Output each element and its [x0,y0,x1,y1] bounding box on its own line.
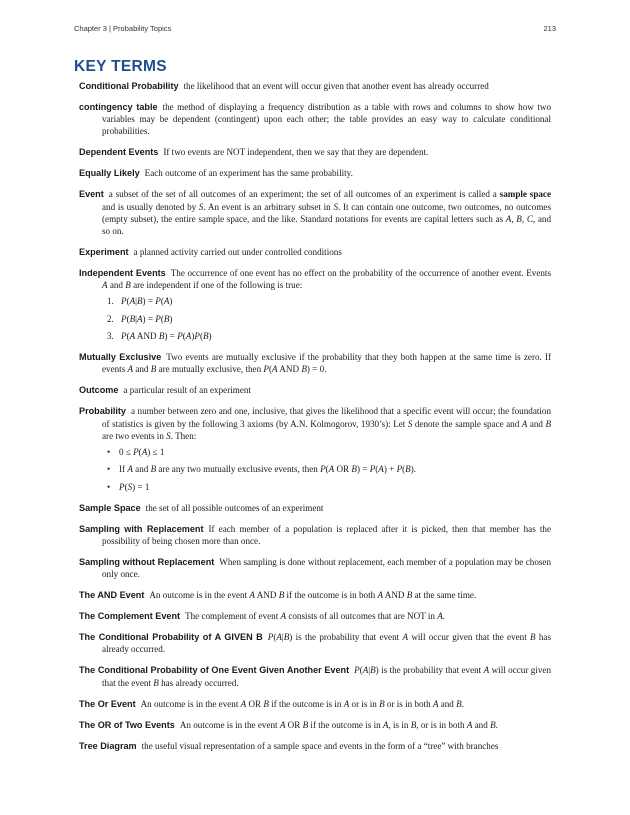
list-marker: • [107,481,111,492]
term-name: Outcome [79,385,119,396]
glossary-entry [79,664,551,688]
term-definition: the likelihood that an event will occur given that another event has already occurred [183,81,489,91]
running-header [74,24,556,33]
glossary-entry [79,146,551,158]
glossary-entry [79,80,551,92]
term-definition: a planned activity carried out under controlled conditions [133,247,342,258]
glossary-entry [79,167,551,179]
list-marker: 2. [107,313,114,324]
glossary-entry [79,523,551,547]
term-name: Sample Space [79,502,141,513]
glossary-entry [79,740,551,752]
glossary-entry [79,267,551,342]
glossary-entry [79,188,551,237]
numbered-list [102,295,551,342]
term-name: Sampling with Replacement [79,523,204,534]
page-number: 213 [543,24,556,33]
glossary-entry [79,405,551,493]
list-item-text: 0 ≤ P(A) ≤ 1 [119,447,165,458]
term-definition: An outcome is in the event A OR B if the outcome is in A, is in B, or is in both A and B. [179,719,498,730]
list-item [107,313,551,325]
key-terms-list [79,80,551,761]
term-definition: the method of displaying a frequency distribution as a table with rows and columns to show how two variables may be dependent (contingent) upon each other; the table provides an easy way to calculate conditional probabilities. [102,102,551,137]
glossary-entry [79,698,551,710]
term-name: Sampling without Replacement [79,557,215,567]
term-name: Mutually Exclusive [79,352,162,363]
term-definition: P(A|B) is the probability that event A will occur given that the event B has already occurred. [102,665,551,688]
term-name: The OR of Two Events [79,719,175,730]
term-definition: An outcome is in the event A OR B if the outcome is in A or is in B or is in both A and B. [140,698,464,709]
term-name: Tree Diagram [79,740,137,751]
glossary-entry [79,384,551,396]
glossary-entry [79,246,551,258]
glossary-entry [79,556,551,580]
term-definition: Each outcome of an experiment has the same probability. [144,168,353,179]
term-name: The Complement Event [79,611,181,622]
term-definition: a subset of the set of all outcomes of an experiment; the set of all outcomes of an experiment is called a sample space and is usually denoted by S. An event is an arbitrary subset in S. It can contain one outcome, two outcomes, no outcomes (empty subset), the entire sample space, and the like. Standard notations for events are capital letters such as A, B, C, and so on. [102,189,551,237]
term-definition: If two events are NOT independent, then we say that they are dependent. [163,147,429,158]
term-name: The Conditional Probability of One Event Given Another Event [79,665,350,676]
glossary-entry [79,502,551,514]
term-definition: the set of all possible outcomes of an experiment [145,502,324,513]
term-definition: a number between zero and one, inclusive, that gives the likelihood that a specific event will occur; the foundation of statistics is given by the following 3 axioms (by A.N. Kolmogorov, 1930’s): Let S denote the sample space and A and B are two events in S. Then: [102,406,552,441]
term-definition: a particular result of an experiment [123,385,251,396]
term-definition: If each member of a population is replaced after it is picked, then that member has the possibility of being chosen more than once. [102,523,551,546]
list-marker: • [107,447,111,458]
bullet-list [102,446,551,493]
term-definition: The complement of event A consists of all outcomes that are NOT in A. [185,611,446,622]
term-definition: Two events are mutually exclusive if the probability that they both happen at the same time is zero. If events A and B are mutually exclusive, then P(A AND B) = 0. [102,352,552,375]
term-definition: the useful visual representation of a sample space and events in the form of a “tree” with branches [141,740,499,751]
glossary-entry [79,610,551,622]
term-name: Independent Events [79,268,166,279]
list-item [107,295,551,307]
list-marker: 3. [107,331,114,342]
glossary-entry [79,351,551,375]
glossary-entry [79,631,551,655]
list-marker: • [107,464,111,475]
term-definition: An outcome is in the event A AND B if the outcome is in both A AND B at the same time. [149,590,477,601]
term-definition: The occurrence of one event has no effect on the probability of the occurrence of another event. Events A and B are independent if one of the following is true: [102,268,551,291]
list-item [107,481,551,493]
glossary-entry [79,101,551,138]
list-item-text: P(A|B) = P(A) [121,296,173,307]
term-name: Event [79,189,104,200]
term-name: Experiment [79,247,129,258]
term-name: The Conditional Probability of A GIVEN B [79,632,263,643]
term-name: contingency table [79,102,158,112]
section-title: KEY TERMS [74,58,167,75]
glossary-entry [79,719,551,731]
list-item [107,330,551,342]
list-item [107,463,551,475]
term-definition: P(A|B) is the probability that event A will occur given that the event B has already occurred. [102,632,552,655]
list-item-text: P(A AND B) = P(A)P(B) [121,331,212,342]
glossary-entry [79,589,551,601]
term-definition: When sampling is done without replacement, each member of a population may be chosen only once. [102,557,551,580]
term-name: Dependent Events [79,147,159,158]
list-item-text: P(B|A) = P(B) [121,313,173,324]
term-name: Conditional Probability [79,81,179,91]
list-item-text: If A and B are any two mutually exclusive events, then P(A OR B) = P(A) + P(B). [119,464,417,475]
list-marker: 1. [107,296,114,307]
term-name: The AND Event [79,590,145,601]
chapter-title: Chapter 3 | Probability Topics [74,24,172,33]
list-item [107,446,551,458]
list-item-text: P(S) = 1 [119,481,150,492]
term-name: Probability [79,406,126,417]
term-name: The Or Event [79,698,136,709]
term-name: Equally Likely [79,168,140,179]
